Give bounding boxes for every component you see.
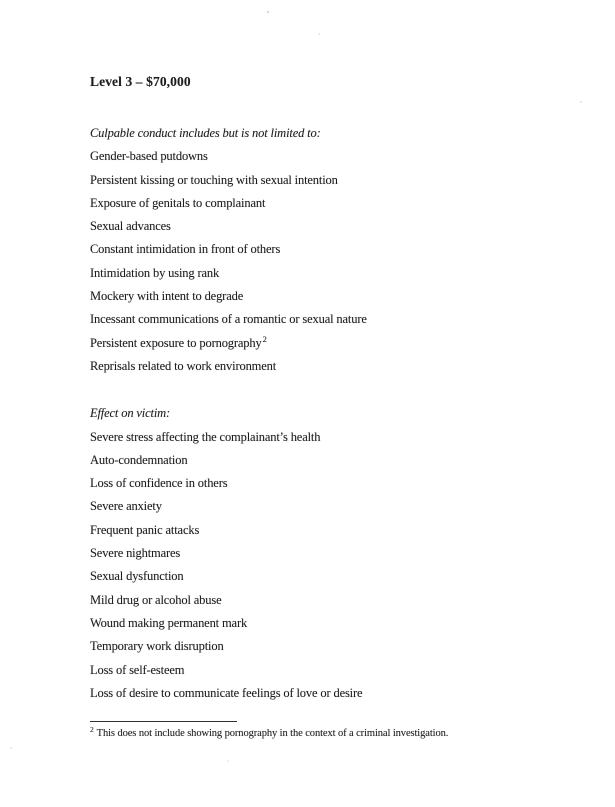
footnote (90, 724, 567, 741)
list-item: Temporary work disruption (90, 639, 224, 654)
scan-artifact (318, 33, 320, 35)
list-item: Sexual dysfunction (90, 569, 184, 584)
list-item: Incessant communications of a romantic or sexual nature (90, 312, 367, 327)
list-item: Reprisals related to work environment (90, 358, 277, 373)
footnote-separator-line (90, 721, 237, 722)
scan-artifact (580, 101, 582, 103)
scan-artifact (267, 11, 269, 13)
section-effect-on-victim (90, 402, 567, 705)
list-item: Auto-condemnation (90, 452, 188, 467)
section-culpable-conduct (90, 122, 567, 378)
list-item: Loss of desire to communicate feelings of love or desire (90, 685, 363, 700)
culpable-conduct-list (90, 145, 567, 378)
list-item: Intimidation by using rank (90, 265, 220, 280)
list-item: Exposure of genitals to complainant (90, 195, 266, 210)
scan-artifact (10, 747, 12, 749)
list-item: Severe anxiety (90, 499, 162, 514)
footnote-area (90, 721, 567, 741)
scan-artifact (227, 760, 229, 762)
section-heading-culpable-conduct: Culpable conduct includes but is not limited to: (90, 126, 321, 140)
list-item: Loss of confidence in others (90, 476, 228, 491)
page-title: Level 3 – $70,000 (90, 74, 191, 89)
section-heading-effect-on-victim: Effect on victim: (90, 406, 171, 421)
effect-on-victim-list (90, 426, 567, 706)
list-item: Frequent panic attacks (90, 522, 200, 537)
footnote-reference: 2 (262, 333, 267, 344)
footnote-marker: 2 (90, 724, 94, 734)
list-item: Wound making permanent mark (90, 615, 248, 630)
list-item: Gender-based putdowns (90, 149, 208, 164)
list-item: Loss of self-esteem (90, 662, 185, 677)
list-item: Mockery with intent to degrade (90, 289, 244, 304)
list-item: Constant intimidation in front of others (90, 242, 281, 257)
list-item: Severe nightmares (90, 546, 181, 561)
list-item: Sexual advances (90, 219, 171, 234)
list-item: Severe stress affecting the complainant’s health (90, 429, 321, 444)
footnote-text: This does not include showing pornography in the context of a criminal investigation. (96, 728, 449, 740)
list-item: Persistent kissing or touching with sexual intention (90, 172, 338, 187)
list-item: Persistent exposure to pornography$^2$ (90, 333, 267, 350)
list-item: Mild drug or alcohol abuse (90, 592, 222, 607)
